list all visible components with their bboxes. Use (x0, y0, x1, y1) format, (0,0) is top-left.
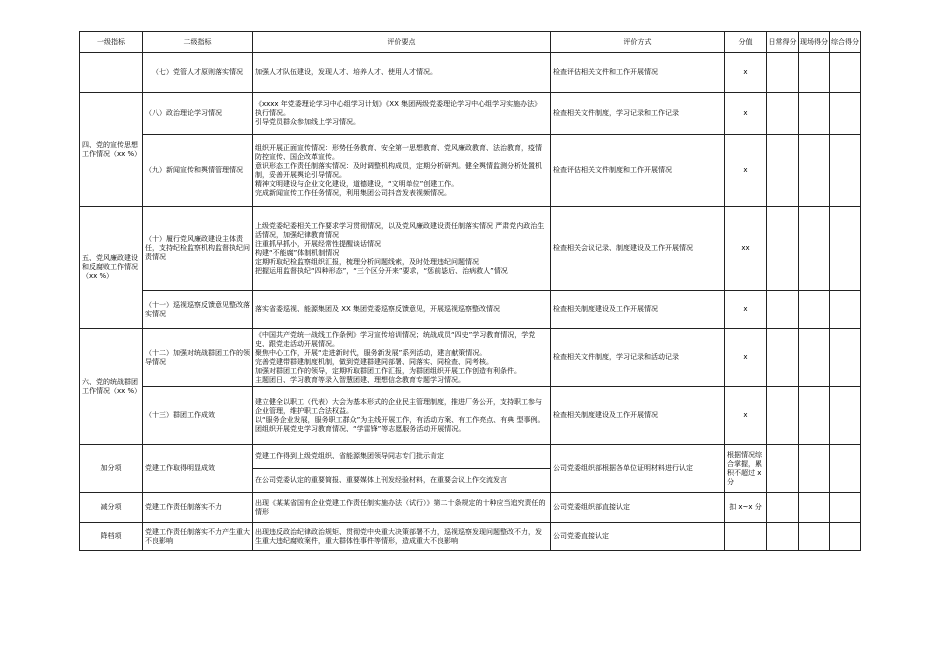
point-line: 加强对群团工作的领导，定期听取群团工作汇报，为群团组织开展工作创造有利条件。 (255, 366, 521, 375)
point-line: 团组织开展党史学习教育情况、“学雷锋”等志愿服务活动开展情况。 (255, 424, 466, 433)
level2-cell: （十三）群团工作成效 (143, 387, 253, 445)
table-row (80, 445, 861, 469)
header-score: 分值 (725, 32, 767, 53)
method-cell: 公司党委组织部根据各单位证明材料进行认定 (551, 445, 725, 493)
method-cell: 检查相关文件制度，学习记录和活动记录 (551, 329, 725, 387)
points-cell (253, 207, 551, 291)
points-cell (253, 291, 551, 329)
onsite-score-cell[interactable] (799, 445, 830, 493)
evaluation-table (79, 31, 861, 551)
points-cell (253, 53, 551, 93)
score-cell: x (725, 53, 767, 93)
points-cell (253, 135, 551, 207)
total-score-cell[interactable] (830, 387, 861, 445)
level2-cell: （十二）加强对统战群团工作的领导情况 (143, 329, 253, 387)
header-level2: 二级指标 (143, 32, 253, 53)
points-cell (253, 329, 551, 387)
point-line: 《xxxx 年党委理论学习中心组学习计划》《XX 集团两级党委理论学习中心组学习实施办法》执行情况。 (255, 100, 542, 117)
level1-cell: 加分项 (80, 445, 143, 493)
level1-cell-empty (80, 53, 143, 93)
point-line: 组织开展正面宣传情况：形势任务教育、安全第一思想教育、党风廉政教育、法治教育，疫情防控宣传、国企改革宣传。 (255, 143, 542, 161)
level2-cell: 党建工作责任制落实不力 (143, 493, 253, 523)
onsite-score-cell[interactable] (799, 53, 830, 93)
table-row (80, 53, 861, 93)
point-line: 《中国共产党统一战线工作条例》学习宣传培训情况；统战成员“四史”学习教育情况，学党史、跟党走活动开展情况。 (255, 330, 536, 348)
onsite-score-cell[interactable] (799, 207, 830, 291)
score-cell: x (725, 291, 767, 329)
method-cell: 检查相关会议记录、制度建设及工作开展情况 (551, 207, 725, 291)
point-line: 定期听取纪检监察组织汇报，梳理分析问题线索，及时处理违纪问题情况 (255, 257, 479, 266)
score-cell (725, 523, 767, 551)
daily-score-cell[interactable] (767, 445, 799, 493)
level1-cell: 六、党的统战群团工作情况（xx %） (80, 329, 143, 445)
daily-score-cell[interactable] (767, 93, 799, 135)
total-score-cell[interactable] (830, 445, 861, 493)
point-line: 建立健全以职工（代表）大会为基本形式的企业民主管理制度，推进厂务公开，支持职工参与企业管理，维护职工合法权益。 (255, 397, 542, 415)
score-cell: x (725, 135, 767, 207)
point-line: 落实省委巡视、能源集团及 XX 集团党委巡察反馈意见，开展巡视巡察整改情况 (255, 305, 501, 313)
table-row (80, 493, 861, 523)
level2-cell: 党建工作取得明显成效 (143, 445, 253, 493)
daily-score-cell[interactable] (767, 135, 799, 207)
table-row (80, 329, 861, 387)
point-line: 构建“不能腐”体制机制情况 (255, 248, 340, 257)
point-line: 完成新闻宣传工作任务情况，利用集团公司抖音发表视频情况。 (255, 188, 451, 197)
level2-cell: （十一）巡视巡察反馈意见整改落实情况 (143, 291, 253, 329)
table-row (80, 135, 861, 207)
score-cell: x (725, 387, 767, 445)
point-line: 加强人才队伍建设，发现人才、培养人才、使用人才情况。 (255, 68, 437, 76)
daily-score-cell[interactable] (767, 207, 799, 291)
point-line: 精神文明建设与企业文化建设，道德建设，“文明单位”创建工作。 (255, 179, 459, 188)
level1-cell: 五、党风廉政建设和反腐败工作情况（xx %） (80, 207, 143, 329)
header-daily: 日常得分 (767, 32, 799, 53)
total-score-cell[interactable] (830, 135, 861, 207)
method-cell: 公司党委直接认定 (551, 523, 725, 551)
level1-cell: 降档项 (80, 523, 143, 551)
points-cell: 出现《某某省国有企业党建工作责任制实施办法（试行）》第二十条规定的十种应当追究责任的情形 (253, 493, 551, 523)
daily-score-cell[interactable] (767, 523, 799, 551)
total-score-cell[interactable] (830, 53, 861, 93)
table-row (80, 207, 861, 291)
level1-cell: 减分项 (80, 493, 143, 523)
level2-cell: 党建工作责任制落实不力产生重大不良影响 (143, 523, 253, 551)
point-line: 聚焦中心工作，开展“走进新时代，服务新发展”系列活动，建言献策情况。 (255, 348, 487, 357)
points-cell: 出现违反政治纪律政治规矩、贯彻党中央重大决策部署不力，巡视巡察发现问题整改不力，发生重大违纪腐败案件，重大群体性事件等情形，造成重大不良影响 (253, 523, 551, 551)
score-cell: x (725, 329, 767, 387)
score-cell: x (725, 93, 767, 135)
onsite-score-cell[interactable] (799, 291, 830, 329)
level2-cell: （十）履行党风廉政建设主体责任，支持纪检监察机构监督执纪问责情况 (143, 207, 253, 291)
table-row (80, 291, 861, 329)
point-line: 把握运用监督执纪“四种形态”，“三个区分开来”要求，“惩前毖后、治病救人”情况 (255, 266, 508, 275)
onsite-score-cell[interactable] (799, 523, 830, 551)
level2-cell: （九）新闻宣传和舆情管理情况 (143, 135, 253, 207)
total-score-cell[interactable] (830, 329, 861, 387)
method-cell: 检查相关文件制度，学习记录和工作记录 (551, 93, 725, 135)
method-cell: 检查评估相关文件和工作开展情况 (551, 53, 725, 93)
header-onsite: 现场得分 (799, 32, 830, 53)
score-cell: 扣 x~x 分 (725, 493, 767, 523)
total-score-cell[interactable] (830, 493, 861, 523)
daily-score-cell[interactable] (767, 493, 799, 523)
onsite-score-cell[interactable] (799, 493, 830, 523)
points-cell (253, 387, 551, 445)
method-cell: 公司党委组织部直接认定 (551, 493, 725, 523)
level2-cell: （八）政治理论学习情况 (143, 93, 253, 135)
header-row (80, 32, 861, 53)
method-cell: 检查相关制度建设及工作开展情况 (551, 291, 725, 329)
header-points: 评价要点 (253, 32, 551, 53)
method-cell: 检查评估相关文件制度和工作开展情况 (551, 135, 725, 207)
point-line: 完善党建带群建制度机制，做到党建群建同部署、同落实、同检查、同考核。 (255, 357, 493, 366)
points-cell (253, 93, 551, 135)
total-score-cell[interactable] (830, 207, 861, 291)
onsite-score-cell[interactable] (799, 329, 830, 387)
score-cell: 根据情况综合掌握，累积不超过 x 分 (725, 445, 767, 493)
total-score-cell[interactable] (830, 291, 861, 329)
header-level1: 一级指标 (80, 32, 143, 53)
method-cell: 检查相关制度建设及工作开展情况 (551, 387, 725, 445)
header-method: 评价方式 (551, 32, 725, 53)
daily-score-cell[interactable] (767, 53, 799, 93)
point-line: 上级党委纪委相关工作要求学习贯彻情况，以及党风廉政建设责任制落实情况 严肃党内政治生活情况，加强纪律教育情况 (255, 221, 545, 239)
point-line: 引导党员群众参加线上学习情况。 (255, 118, 360, 126)
table-row (80, 93, 861, 135)
level2-cell: （七）党管人才原则落实情况 (143, 53, 253, 93)
daily-score-cell[interactable] (767, 387, 799, 445)
point-line: 以“服务企业发展，服务职工群众”为主线开展工作，有活动方案、有工作亮点、有典 型事例。 (255, 415, 545, 424)
table-row (80, 387, 861, 445)
daily-score-cell[interactable] (767, 329, 799, 387)
header-total: 综合得分 (830, 32, 861, 53)
daily-score-cell[interactable] (767, 291, 799, 329)
total-score-cell[interactable] (830, 523, 861, 551)
point-line: 注重抓早抓小，开展经常性提醒谈话情况 (255, 239, 381, 248)
table-row (80, 523, 861, 551)
onsite-score-cell[interactable] (799, 387, 830, 445)
points-cell: 在公司党委认定的重要简报、重要媒体上刊发经验材料，在重要会议上作交流发言 (253, 469, 551, 493)
points-cell: 党建工作得到上级党组织、省能源集团领导同志专门批示肯定 (253, 445, 551, 469)
level1-cell: 四、党的宣传思想工作情况（xx %） (80, 93, 143, 207)
score-cell: xx (725, 207, 767, 291)
total-score-cell[interactable] (830, 93, 861, 135)
onsite-score-cell[interactable] (799, 135, 830, 207)
onsite-score-cell[interactable] (799, 93, 830, 135)
point-line: 主题团日、学习教育等录入智慧团建、理想信念教育专题学习情况。 (255, 375, 465, 384)
point-line: 意识形态工作责任制落实情况：及时调整机构成员，定期分析研判。健全舆情监测分析处置机制，妥善开展舆论引导情况。 (255, 161, 542, 179)
